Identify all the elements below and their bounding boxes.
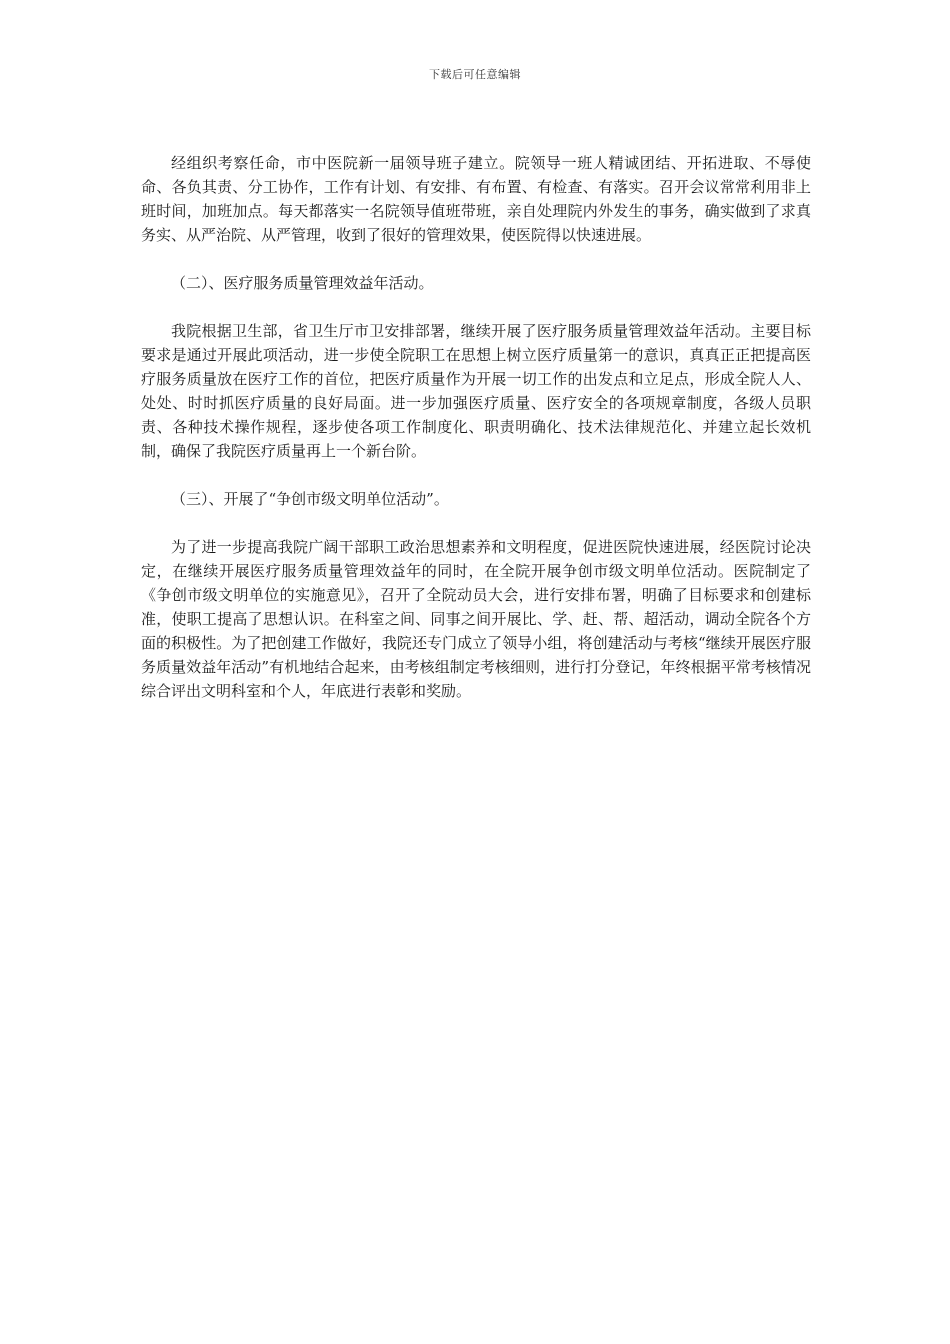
document-body [141,151,811,727]
section-heading-civilized-unit: （三）、开展了“争创市级文明单位活动”。 [171,490,449,508]
section-heading-quality: （二）、医疗服务质量管理效益年活动。 [171,274,434,292]
paragraph-civilized-unit: 为了进一步提高我院广阔干部职工政治思想素养和文明程度，促进医院快速进展，经医院讨论决定，在继续开展医疗服务质量管理效益年的同时，在全院开展争创市级文明单位活动。医院制定了《争创市级文明单位的实施意见》，召开了全院动员大会，进行安排布署，明确了目标要求和创建标准，使职工提高了思想认识。在科室之间、同事之间开展比、学、赶、帮、超活动，调动全院各个方面的积极性。为了把创建工作做好，我院还专门成立了领导小组，将创建活动与考核“继续开展医疗服务质量效益年活动”有机地结合起来，由考核组制定考核细则，进行打分登记，年终根据平常考核情况综合评出文明科室和个人，年底进行表彰和奖励。 [141,538,811,700]
paragraph-quality: 我院根据卫生部，省卫生厅市卫安排部署，继续开展了医疗服务质量管理效益年活动。主要目标要求是通过开展此项活动，进一步使全院职工在思想上树立医疗质量第一的意识，真真正正把提高医疗服务质量放在医疗工作的首位，把医疗质量作为开展一切工作的出发点和立足点，形成全院人人、处处、时时抓医疗质量的良好局面。进一步加强医疗质量、医疗安全的各项规章制度，各级人员职责、各种技术操作规程，逐步使各项工作制度化、职责明确化、技术法律规范化、并建立起长效机制，确保了我院医疗质量再上一个新台阶。 [141,322,811,460]
page-header: 下载后可任意编辑 [429,68,521,81]
paragraph-leadership: 经组织考察任命，市中医院新一届领导班子建立。院领导一班人精诚团结、开拓进取、不辱使命、各负其责、分工协作，工作有计划、有安排、有布置、有检查、有落实。召开会议常常利用非上班时间，加班加点。每天都落实一名院领导值班带班，亲自处理院内外发生的事务，确实做到了求真务实、从严治院、从严管理，收到了很好的管理效果，使医院得以快速进展。 [141,154,811,244]
